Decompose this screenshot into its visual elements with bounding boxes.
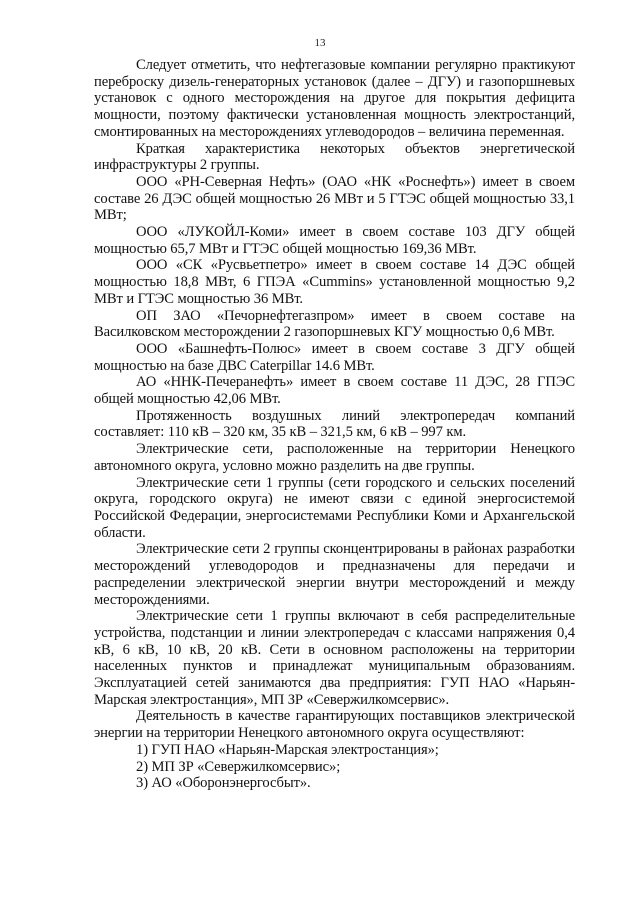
paragraph-lukoil-komi: ООО «ЛУКОЙЛ-Коми» имеет в своем составе 103 ДГУ общей мощностью 65,7 МВт и ГТЭС общей мощностью 169,36 МВт. xyxy=(94,224,575,257)
paragraph-generator-transfer: Следует отметить, что нефтегазовые компании регулярно практикуют переброску дизель-генераторных установок (далее – ДГУ) и газопоршневых установок с одного месторождения на другое для покрытия дефицита мощности, поэтому фактически установленная мощность электростанций, смонтированных на месторождениях углеводородов – величина переменная. xyxy=(94,57,575,140)
paragraph-group2-fields: Электрические сети 2 группы сконцентрированы в районах разработки месторождений углеводородов и предназначены для передачи и распределении электрической энергии внутри месторождений и между месторождениями. xyxy=(94,541,575,608)
paragraph-group1-isolation: Электрические сети 1 группы (сети городского и сельских поселений округа, городского округа) не имеют связи с единой энергосистемой Российской Федерации, энергосистемами Республики Коми и Архангельской области. xyxy=(94,474,575,541)
paragraph-bashneft-polyus: ООО «Башнефть-Полюс» имеет в своем составе 3 ДГУ общей мощностью на базе ДВС Caterpillar 14.6 МВт. xyxy=(94,340,575,374)
paragraph-group1-composition: Электрические сети 1 группы включают в себя распределительные устройства, подстанции и линии электропередач с классами напряжения 0,4 кВ, 6 кВ, 10 кВ, 20 кВ. Сети в основном расположены на территории населенных пунктов и принадлежат муниципальным образованиям. Эксплуатацией сетей занимаются два предприятия: ГУП НАО «Нарьян-Марская электростанция», МП ЗР «Севержилкомсервис». xyxy=(94,608,575,708)
document-body xyxy=(94,57,575,792)
page-number: 13 xyxy=(314,37,326,49)
paragraph-nnk-pecheraneft: АО «ННК-Печеранефть» имеет в своем составе 11 ДЭС, 28 ГПЭС общей мощностью 42,06 МВт. xyxy=(94,374,575,408)
list-item: 2) МП ЗР «Севержилкомсервис»; xyxy=(136,758,341,775)
paragraph-suppliers-intro: Деятельность в качестве гарантирующих поставщиков электрической энергии на территории Ненецкого автономного округа осуществляют: xyxy=(94,708,575,742)
paragraph-rn-severnaya-neft: ООО «РН-Северная Нефть» (ОАО «НК «Роснефть») имеет в своем составе 26 ДЭС общей мощностью 26 МВт и 5 ГТЭС общей мощностью 33,1 МВт; xyxy=(94,173,575,224)
paragraph-pechorneftegazprom: ОП ЗАО «Печорнефтегазпром» имеет в своем составе на Василковском месторождении 2 газопоршневых КГУ мощностью 0,6 МВт. xyxy=(94,307,575,341)
paragraph-network-groups: Электрические сети, расположенные на территории Ненецкого автономного округа, условно можно разделить на две группы. xyxy=(94,441,575,474)
list-item: 3) АО «Оборонэнергосбыт». xyxy=(136,775,311,792)
paragraph-group2-intro: Краткая характеристика некоторых объектов энергетической инфраструктуры 2 группы. xyxy=(94,140,575,174)
paragraph-line-lengths: Протяженность воздушных линий электропередач компаний составляет: 110 кВ – 320 км, 35 кВ – 321,5 км, 6 кВ – 997 км. xyxy=(94,407,575,441)
paragraph-rusvietpetro: ООО «СК «Русвьетпетро» имеет в своем составе 14 ДЭС общей мощностью 18,8 МВт, 6 ГПЭА «Cummins» установленной мощностью 9,2 МВт и ГТЭС мощностью 36 МВт. xyxy=(94,257,575,307)
list-item: 1) ГУП НАО «Нарьян-Марская электростанция»; xyxy=(136,741,439,758)
